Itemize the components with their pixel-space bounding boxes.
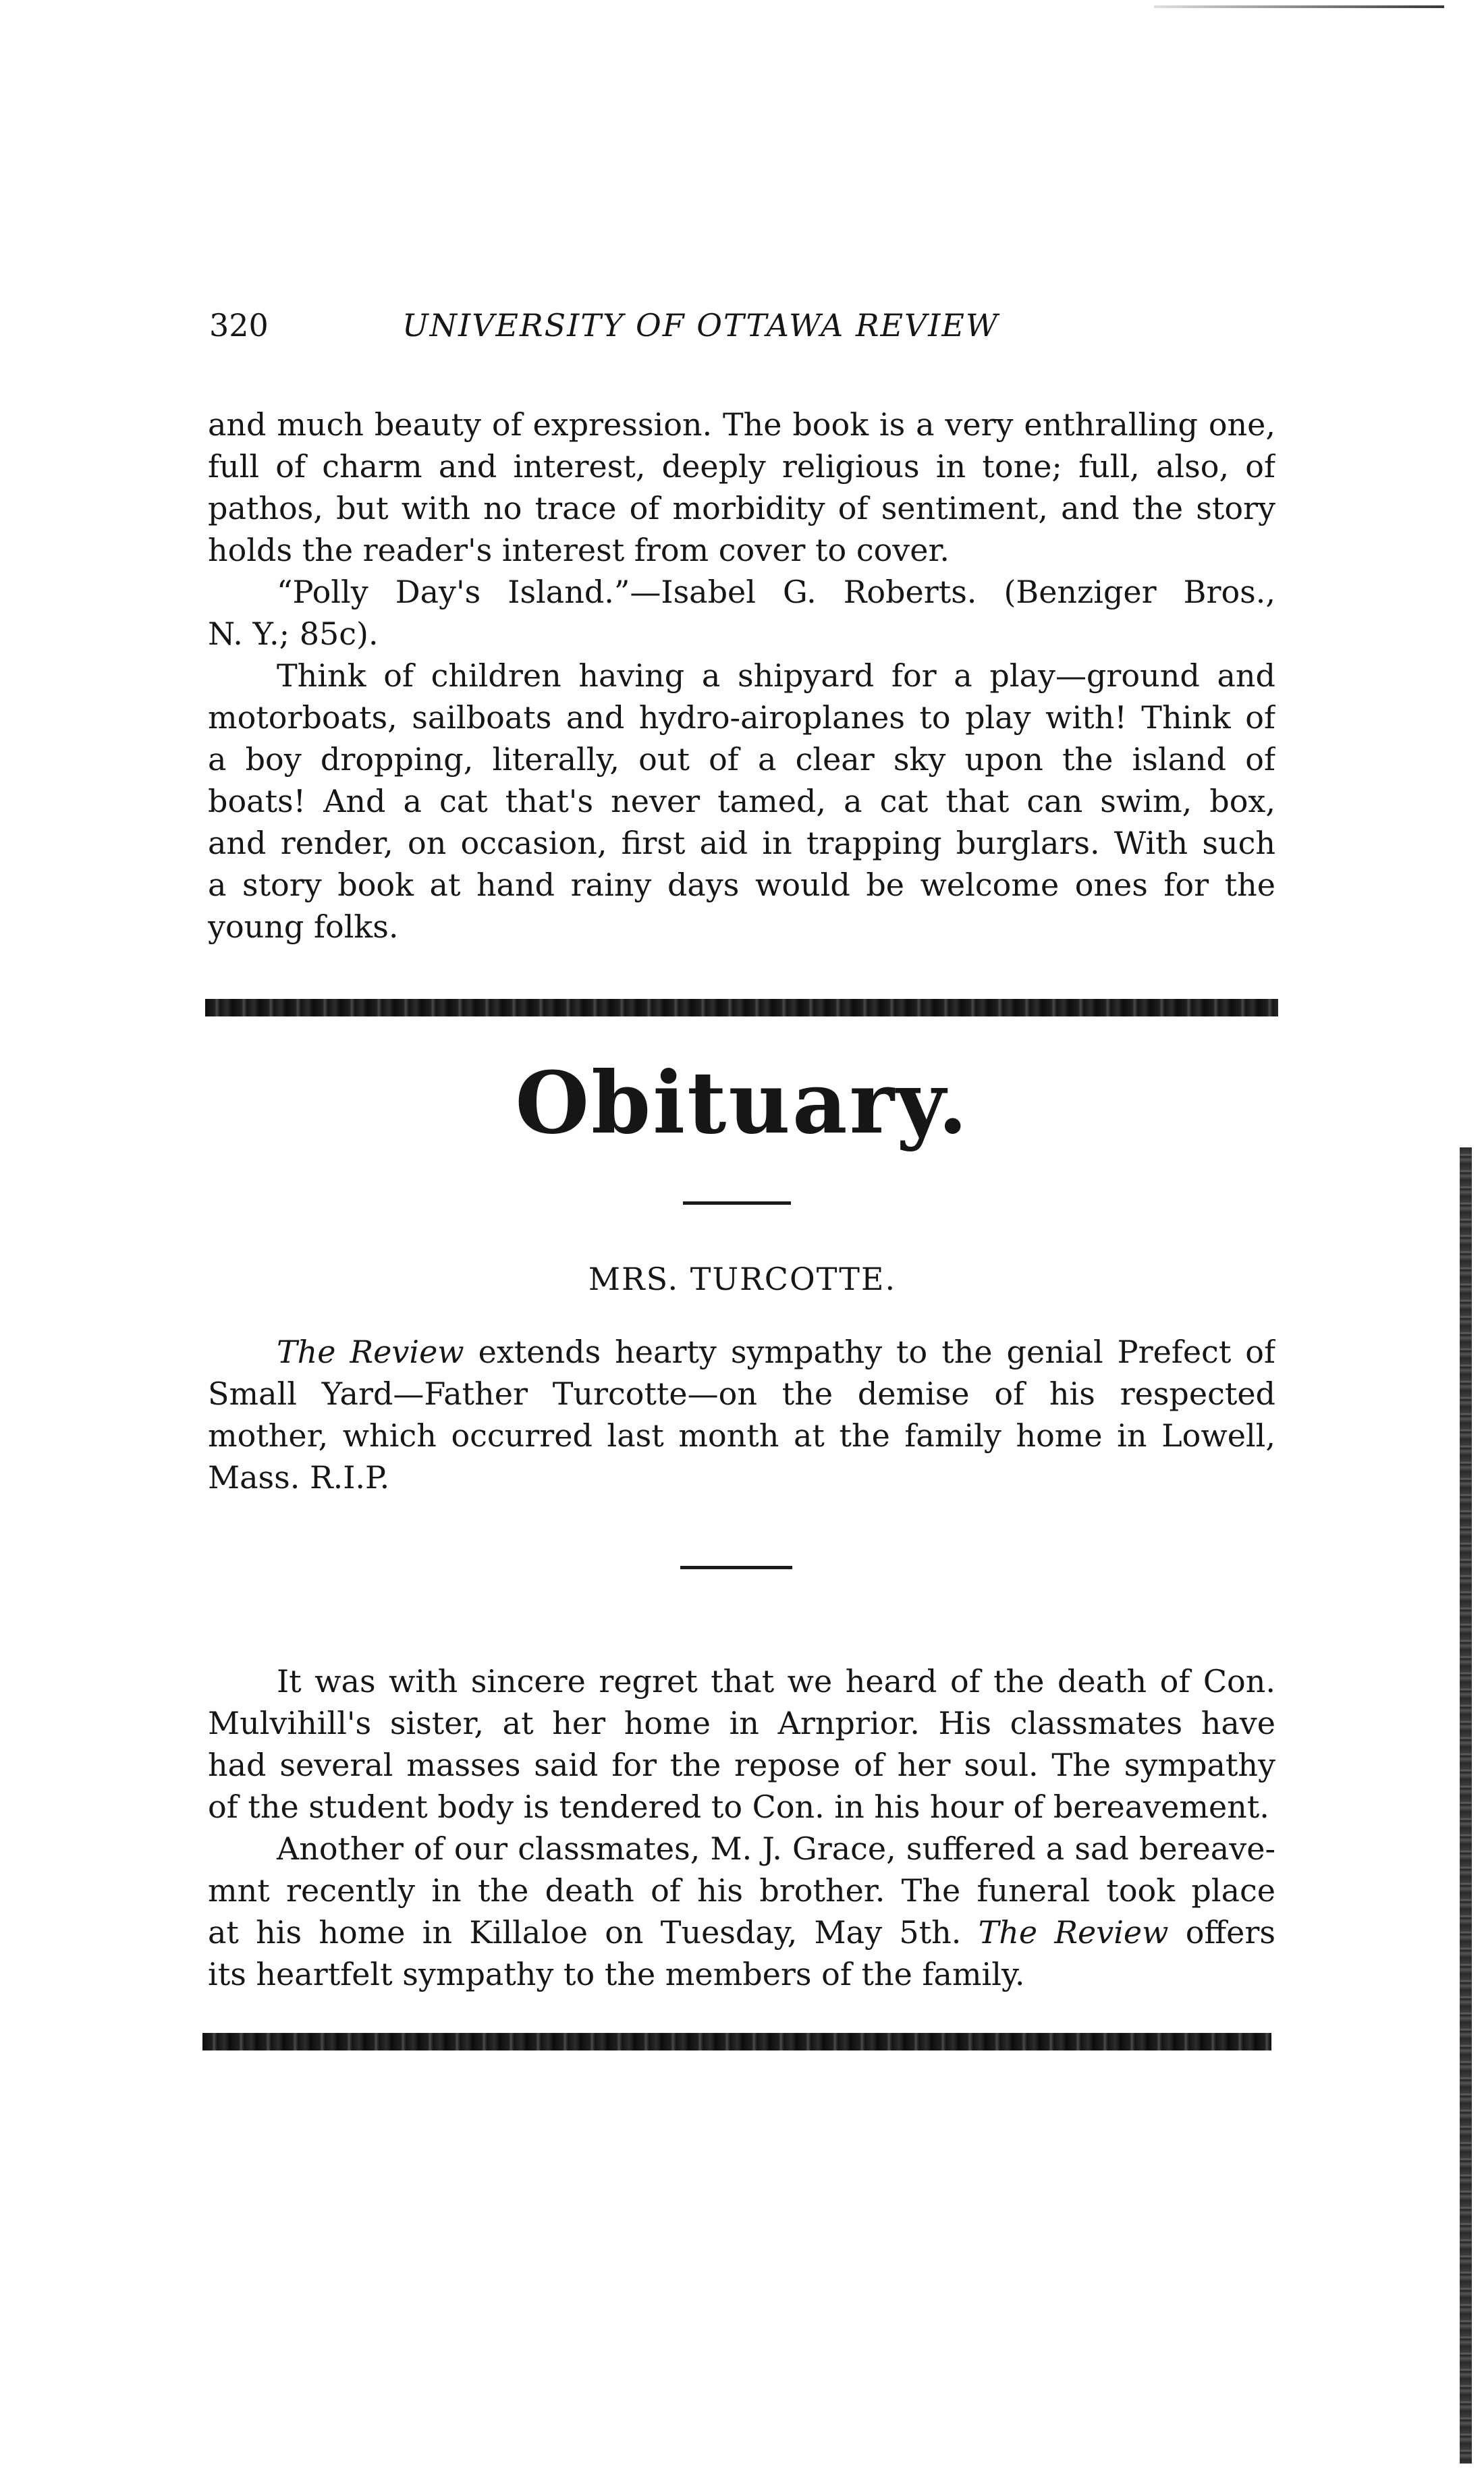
text-line: boats! And a cat that's never tamed, a cat that can swim, box, xyxy=(208,783,1275,819)
text-line: pathos, but with no trace of morbidity of sentiment, and the story xyxy=(208,490,1275,526)
section-subheading: MRS. TURCOTTE. xyxy=(588,1261,897,1297)
mulvihill-paragraph xyxy=(208,1660,1275,1828)
turcotte-paragraph xyxy=(208,1331,1275,1498)
text-line: a boy dropping, literally, out of a clear sky upon the island of xyxy=(208,741,1275,778)
ornamental-divider-top xyxy=(205,999,1278,1016)
top-edge-rule xyxy=(1154,5,1444,8)
citation-line: N. Y.; 85c). xyxy=(208,616,379,652)
page-edge-shadow xyxy=(1460,1147,1472,2464)
text-line: Think of children having a shipyard for a play—ground and xyxy=(277,657,1275,694)
text-line: Small Yard—Father Turcotte—on the demise of his respected xyxy=(208,1376,1275,1412)
text-line: mnt recently in the death of his brother. The funeral took place xyxy=(208,1872,1275,1909)
text-line xyxy=(208,1911,1275,1953)
short-rule xyxy=(683,1201,791,1205)
journal-title: UNIVERSITY OF OTTAWA REVIEW xyxy=(402,307,999,344)
publication-name: The Review xyxy=(978,1914,1169,1951)
text-line: young folks. xyxy=(208,908,399,945)
citation-line: “Polly Day's Island.”—Isabel G. Roberts. (Benziger Bros., xyxy=(277,574,1275,610)
polly-day-review xyxy=(208,655,1275,948)
grace-paragraph xyxy=(208,1828,1275,1995)
ornamental-divider-bottom xyxy=(202,2033,1271,2050)
text-line: motorboats, sailboats and hydro-airoplanes to play with! Think of xyxy=(208,699,1275,736)
text-line xyxy=(208,1331,1275,1373)
text-line: and much beauty of expression. The book is a very enthralling one, xyxy=(208,406,1275,443)
text-line: had several masses said for the repose of her soul. The sympathy xyxy=(208,1747,1275,1783)
text-line: mother, which occurred last month at the family home in Lowell, xyxy=(208,1417,1275,1454)
publication-name: The Review xyxy=(277,1334,464,1370)
text-span: offers xyxy=(1168,1914,1275,1951)
text-span: extends hearty sympathy to the genial Prefect of xyxy=(464,1334,1275,1370)
review-continued-paragraph xyxy=(208,404,1275,571)
text-span: at his home in Killaloe on Tuesday, May 5th. xyxy=(208,1914,979,1951)
text-line: its heartfelt sympathy to the members of the family. xyxy=(208,1956,1025,1992)
text-line: of the student body is tendered to Con. in his hour of bereavement. xyxy=(208,1789,1269,1825)
text-line: full of charm and interest, deeply religious in tone; full, also, of xyxy=(208,448,1275,485)
text-line: holds the reader's interest from cover to cover. xyxy=(208,532,950,568)
page-number: 320 xyxy=(209,307,269,344)
text-line: a story book at hand rainy days would be welcome ones for the xyxy=(208,867,1275,903)
short-rule xyxy=(680,1566,792,1569)
text-line: Mass. R.I.P. xyxy=(208,1459,390,1496)
text-line: Mulvihill's sister, at her home in Arnprior. His classmates have xyxy=(208,1705,1275,1741)
obituary-heading: Obituary. xyxy=(515,1053,970,1153)
polly-day-citation xyxy=(208,571,1275,655)
text-line: It was with sincere regret that we heard of the death of Con. xyxy=(277,1663,1275,1699)
running-head xyxy=(209,307,1282,348)
text-line: Another of our classmates, M. J. Grace, suffered a sad bereave- xyxy=(277,1830,1275,1867)
text-line: and render, on occasion, first aid in trapping burglars. With such xyxy=(208,825,1275,861)
